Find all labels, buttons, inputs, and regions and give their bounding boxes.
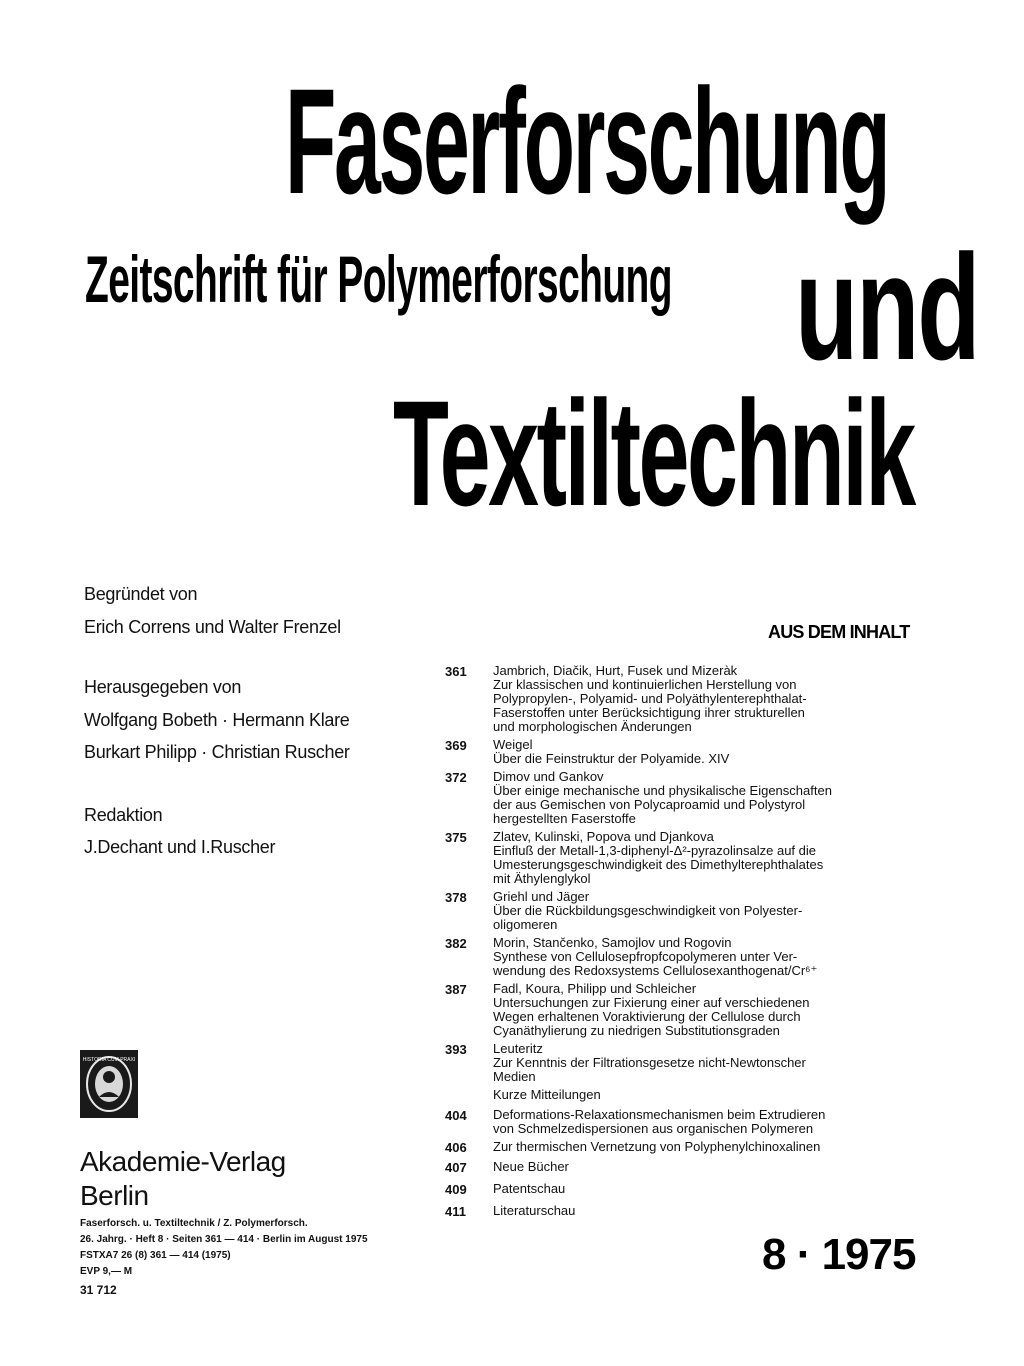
- toc-line: Über die Rückbildungsgeschwindigkeit von Polyester-: [493, 903, 803, 918]
- founded-label: Begründet von: [84, 584, 198, 604]
- publisher-name: Akademie-Verlag: [80, 1146, 286, 1177]
- publication-info-line: FSTXA7 26 (8) 361 — 414 (1975): [80, 1250, 231, 1261]
- toc-line: Medien: [493, 1069, 536, 1084]
- publisher-city: Berlin: [80, 1180, 149, 1211]
- toc-line: oligomeren: [493, 917, 558, 932]
- section-heading: Kurze Mitteilungen: [493, 1087, 601, 1102]
- toc-line: Deformations-Relaxationsmechanismen beim Extrudieren: [493, 1107, 826, 1122]
- toc-page-number: 378: [445, 890, 467, 905]
- publisher-seal-icon: [80, 1050, 138, 1118]
- masthead-title-line1: Faserforschung: [285, 57, 889, 225]
- toc-line: Wegen erhaltenen Voraktivierung der Cellulose durch: [493, 1009, 801, 1024]
- toc-line: Fadl, Koura, Philipp und Schleicher: [493, 981, 697, 996]
- toc-entry: [445, 830, 915, 886]
- toc-entry: [445, 890, 915, 932]
- toc-page-number: 387: [445, 982, 467, 997]
- toc-line: Untersuchungen zur Fixierung einer auf verschiedenen: [493, 995, 810, 1010]
- toc-page-number: 404: [445, 1108, 467, 1123]
- redaktion-names: J.Dechant und I.Ruscher: [84, 837, 276, 857]
- toc-line: hergestellten Faserstoffe: [493, 811, 636, 826]
- masthead-subtitle: Zeitschrift für Polymerforschung: [85, 242, 672, 316]
- toc-entry: [445, 1140, 915, 1154]
- toc-entry: [445, 1042, 915, 1084]
- toc-line: mit Äthylenglykol: [493, 871, 591, 886]
- editors-line1: Wolfgang Bobeth · Hermann Klare: [84, 710, 350, 730]
- table-of-contents: [445, 664, 915, 1222]
- toc-line: Dimov und Gankov: [493, 769, 604, 784]
- toc-line: und morphologischen Änderungen: [493, 719, 692, 734]
- editors-label: Herausgegeben von: [84, 677, 242, 697]
- toc-line: von Schmelzedispersionen aus organischen Polymeren: [493, 1121, 814, 1136]
- toc-line: Jambrich, Diačik, Hurt, Fusek und Mizeràk: [493, 663, 738, 678]
- toc-page-number: 372: [445, 770, 467, 785]
- toc-line: Zur thermischen Vernetzung von Polyphenylchinoxalinen: [493, 1139, 821, 1154]
- publication-info: [80, 1216, 368, 1298]
- toc-page-number: 407: [445, 1160, 467, 1175]
- toc-page-number: 382: [445, 936, 467, 951]
- toc-entry: [445, 936, 915, 978]
- seal-text: HISTORIA CUM PRAXI: [83, 1057, 135, 1063]
- publication-info-line: 31 712: [80, 1283, 117, 1297]
- toc-line: Patentschau: [493, 1181, 566, 1196]
- toc-page-number: 409: [445, 1182, 467, 1197]
- toc-entry: [445, 1108, 915, 1136]
- toc-page-number: 406: [445, 1140, 467, 1155]
- toc-page-number: 411: [445, 1204, 466, 1219]
- publication-info-line: EVP 9,— M: [80, 1266, 133, 1277]
- toc-line: Literaturschau: [493, 1203, 576, 1218]
- toc-entry: [445, 1204, 915, 1218]
- toc-line: Synthese von Cellulosepfropfcopolymeren unter Ver-: [493, 949, 798, 964]
- redaktion-label: Redaktion: [84, 805, 163, 825]
- publication-info-line: 26. Jahrg. · Heft 8 · Seiten 361 — 414 · Berlin im August 1975: [80, 1234, 368, 1245]
- toc-entry: [445, 1182, 915, 1196]
- toc-line: Leuteritz: [493, 1041, 543, 1056]
- toc-line: Zur Kenntnis der Filtrationsgesetze nicht-Newtonscher: [493, 1055, 806, 1070]
- toc-line: Zlatev, Kulinski, Popova und Djankova: [493, 829, 714, 844]
- toc-entry: [445, 738, 915, 766]
- toc-line: Zur klassischen und kontinuierlichen Herstellung von: [493, 677, 797, 692]
- toc-line: Weigel: [493, 737, 533, 752]
- toc-entry: [445, 1160, 915, 1174]
- toc-page-number: 369: [445, 738, 467, 753]
- toc-line: Neue Bücher: [493, 1159, 569, 1174]
- toc-entry: [445, 982, 915, 1038]
- toc-line: Griehl und Jäger: [493, 889, 590, 904]
- editors-line2: Burkart Philipp · Christian Ruscher: [84, 742, 350, 762]
- toc-line: Über die Feinstruktur der Polyamide. XIV: [493, 751, 730, 766]
- toc-line: Umesterungsgeschwindigkeit des Dimethylterephthalates: [493, 857, 824, 872]
- masthead-title-line3: Textiltechnik: [393, 369, 914, 537]
- founded-names: Erich Correns und Walter Frenzel: [84, 617, 341, 637]
- toc-line: Morin, Stančenko, Samojlov und Rogovin: [493, 935, 732, 950]
- toc-line: der aus Gemischen von Polycaproamid und Polystyrol: [493, 797, 806, 812]
- toc-page-number: 375: [445, 830, 467, 845]
- toc-line: Polypropylen-, Polyamid- und Polyäthylenterephthalat-: [493, 691, 807, 706]
- toc-entry: [445, 664, 915, 734]
- toc-line: Über einige mechanische und physikalische Eigenschaften: [493, 783, 832, 798]
- toc-page-number: 393: [445, 1042, 467, 1057]
- publication-info-line: Faserforsch. u. Textiltechnik / Z. Polymerforsch.: [80, 1218, 308, 1229]
- toc-page-number: 361: [445, 664, 467, 679]
- toc-line: Cyanäthylierung zu niedrigen Substitutionsgraden: [493, 1023, 780, 1038]
- toc-entry: [445, 770, 915, 826]
- toc-line: Faserstoffen unter Berücksichtigung ihrer strukturellen: [493, 705, 805, 720]
- contents-heading: AUS DEM INHALT: [768, 622, 910, 642]
- toc-line: Einfluß der Metall-1,3-diphenyl-Δ²-pyrazolinsalze auf die: [493, 843, 816, 858]
- issue-number: 8 · 1975: [762, 1230, 916, 1279]
- toc-line: wendung des Redoxsystems Cellulosexanthogenat/Cr⁶⁺: [493, 963, 818, 978]
- masthead-title-line2: und: [795, 223, 979, 391]
